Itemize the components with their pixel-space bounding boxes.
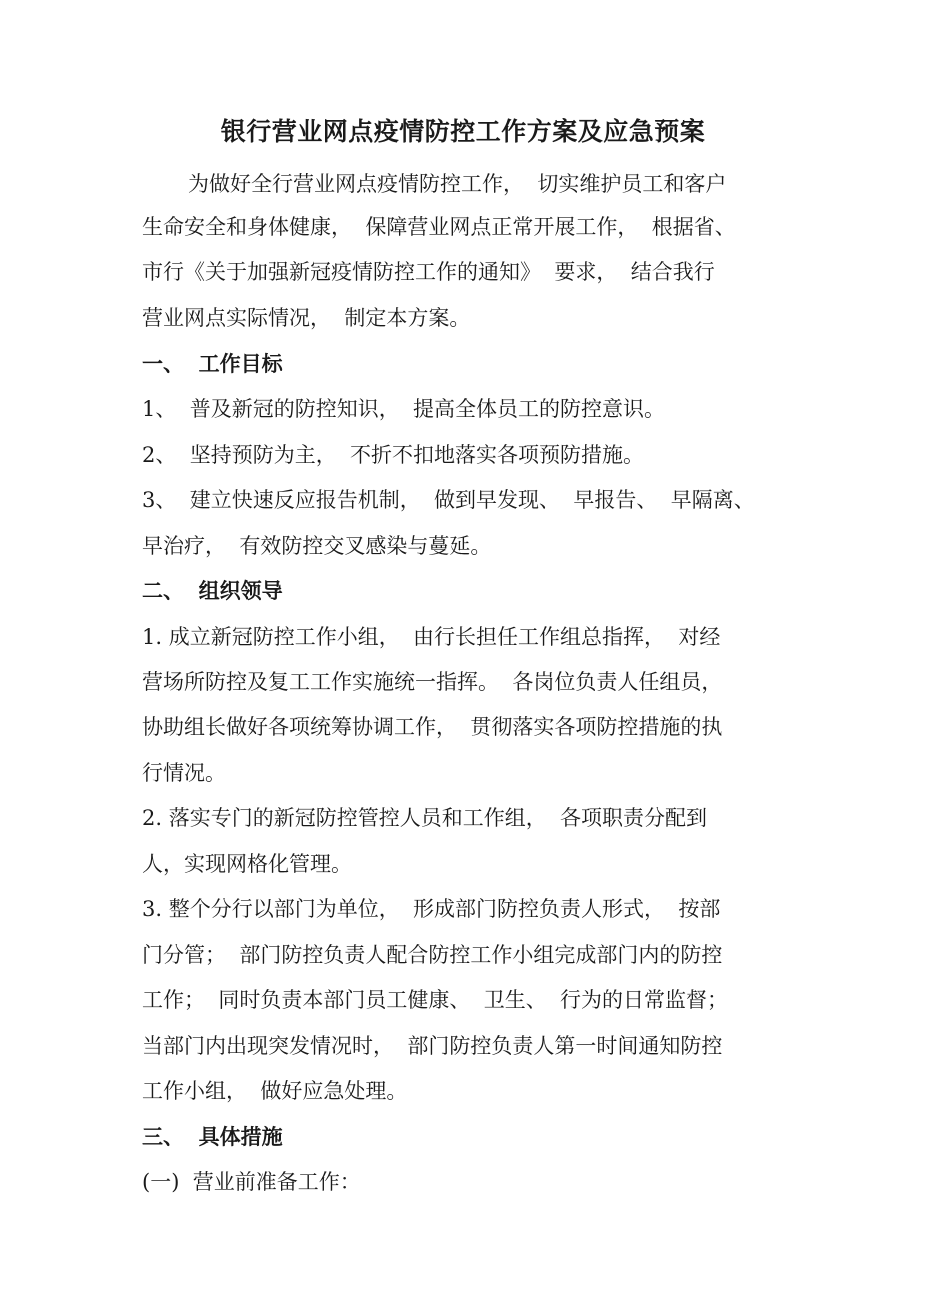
subsection-heading-pre-business: (一) 营业前准备工作： <box>142 1170 361 1194</box>
intro-paragraph-line-3: 市行《关于加强新冠疫情防控工作的通知》 要求， 结合我行 <box>142 260 715 284</box>
org-item-3-line-3: 工作； 同时负责本部门员工健康、 卫生、 行为的日常监督； <box>142 988 729 1012</box>
org-item-3-line-2: 门分管； 部门防控负责人配合防控工作小组完成部门内的防控 <box>142 943 723 967</box>
section-heading-organization: 二、 组织领导 <box>142 579 283 603</box>
org-item-2-line-2: 人，实现网格化管理。 <box>142 852 352 876</box>
intro-paragraph-line-4: 营业网点实际情况， 制定本方案。 <box>142 306 471 330</box>
org-item-2-line-1: 2. 落实专门的新冠防控管控人员和工作组， 各项职责分配到 <box>142 806 708 830</box>
org-item-1-line-4: 行情况。 <box>142 761 226 785</box>
intro-paragraph-line-1: 为做好全行营业网点疫情防控工作， 切实维护员工和客户 <box>188 172 727 196</box>
document-title: 银行营业网点疫情防控工作方案及应急预案 <box>220 117 706 146</box>
org-item-3-line-5: 工作小组， 做好应急处理。 <box>142 1079 408 1103</box>
goal-item-1: 1、 普及新冠的防控知识， 提高全体员工的防控意识。 <box>142 397 666 421</box>
intro-paragraph-line-2: 生命安全和身体健康， 保障营业网点正常开展工作， 根据省、 <box>142 215 736 239</box>
org-item-1-line-2: 营场所防控及复工工作实施统一指挥。 各岗位负责人任组员， <box>142 670 723 694</box>
goal-item-2: 2、 坚持预防为主， 不折不扣地落实各项预防措施。 <box>142 443 645 467</box>
org-item-3-line-1: 3. 整个分行以部门为单位， 形成部门防控负责人形式， 按部 <box>142 897 721 921</box>
org-item-3-line-4: 当部门内出现突发情况时， 部门防控负责人第一时间通知防控 <box>142 1034 723 1058</box>
org-item-1-line-3: 协助组长做好各项统筹协调工作， 贯彻落实各项防控措施的执 <box>142 715 723 739</box>
org-item-1-line-1: 1. 成立新冠防控工作小组， 由行长担任工作组总指挥， 对经 <box>142 625 721 649</box>
section-heading-goals: 一、 工作目标 <box>142 352 283 376</box>
section-heading-measures: 三、 具体措施 <box>142 1125 283 1149</box>
goal-item-3-line-2: 早治疗， 有效防控交叉感染与蔓延。 <box>142 534 492 558</box>
goal-item-3-line-1: 3、 建立快速反应报告机制， 做到早发现、 早报告、 早隔离、 <box>142 488 755 512</box>
